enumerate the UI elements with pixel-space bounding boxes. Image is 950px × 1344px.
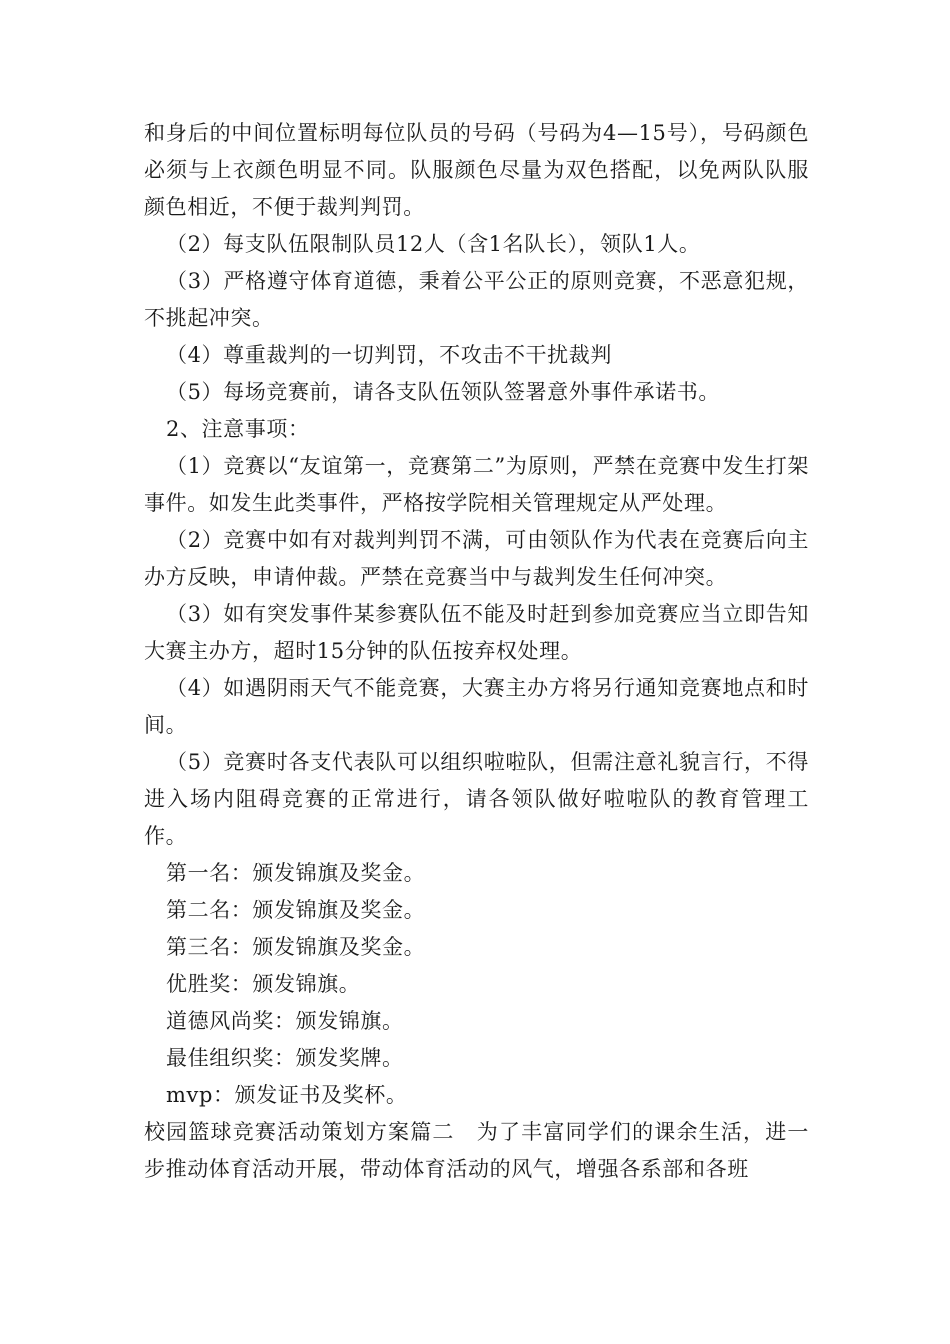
- paragraph-note-5: （5）竞赛时各支代表队可以组织啦啦队，但需注意礼貌言行，不得进入场内阻碍竞赛的正常进行，请各领队做好啦啦队的教育管理工作。: [144, 750, 809, 848]
- award-third-place: 第三名：颁发锦旗及奖金。: [166, 935, 426, 959]
- award-second-place: 第二名：颁发锦旗及奖金。: [166, 898, 426, 922]
- award-mvp: mvp：颁发证书及奖杯。: [166, 1083, 408, 1107]
- paragraph-sportsmanship: （3）严格遵守体育道德，秉着公平公正的原则竞赛，不恶意犯规，不挑起冲突。: [144, 269, 809, 330]
- section-heading-notes: 2、注意事项：: [166, 417, 310, 441]
- paragraph-note-3: （3）如有突发事件某参赛队伍不能及时赶到参加竞赛应当立即告知大赛主办方，超时15分钟的队伍按弃权处理。: [144, 602, 809, 663]
- paragraph-note-1: （1）竞赛以“友谊第一，竞赛第二”为原则，严禁在竞赛中发生打架事件。如发生此类事件，严格按学院相关管理规定从严处理。: [144, 454, 809, 515]
- paragraph-team-size: （2）每支队伍限制队员12人（含1名队长），领队1人。: [166, 232, 701, 256]
- paragraph-commitment-letter: （5）每场竞赛前，请各支队伍领队签署意外事件承诺书。: [166, 380, 720, 404]
- award-sportsmanship: 道德风尚奖：颁发锦旗。: [166, 1009, 404, 1033]
- paragraph-respect-referee: （4）尊重裁判的一切判罚，不攻击不干扰裁判: [166, 343, 612, 367]
- paragraph-plan-two-intro: 校园篮球竞赛活动策划方案篇二 为了丰富同学们的课余生活，进一步推动体育活动开展，带动体育活动的风气，增强各系部和各班: [144, 1120, 809, 1181]
- document-body: [144, 115, 809, 1188]
- paragraph-note-2: （2）竞赛中如有对裁判判罚不满，可由领队作为代表在竞赛后向主办方反映，申请仲裁。严禁在竞赛当中与裁判发生任何冲突。: [144, 528, 809, 589]
- award-first-place: 第一名：颁发锦旗及奖金。: [166, 861, 426, 885]
- award-best-organization: 最佳组织奖：颁发奖牌。: [166, 1046, 404, 1070]
- award-excellence: 优胜奖：颁发锦旗。: [166, 972, 361, 996]
- paragraph-jersey-number: 和身后的中间位置标明每位队员的号码（号码为4—15号），号码颜色必须与上衣颜色明显不同。队服颜色尽量为双色搭配，以免两队队服颜色相近，不便于裁判判罚。: [144, 121, 809, 219]
- paragraph-note-4: （4）如遇阴雨天气不能竞赛，大赛主办方将另行通知竞赛地点和时间。: [144, 676, 809, 737]
